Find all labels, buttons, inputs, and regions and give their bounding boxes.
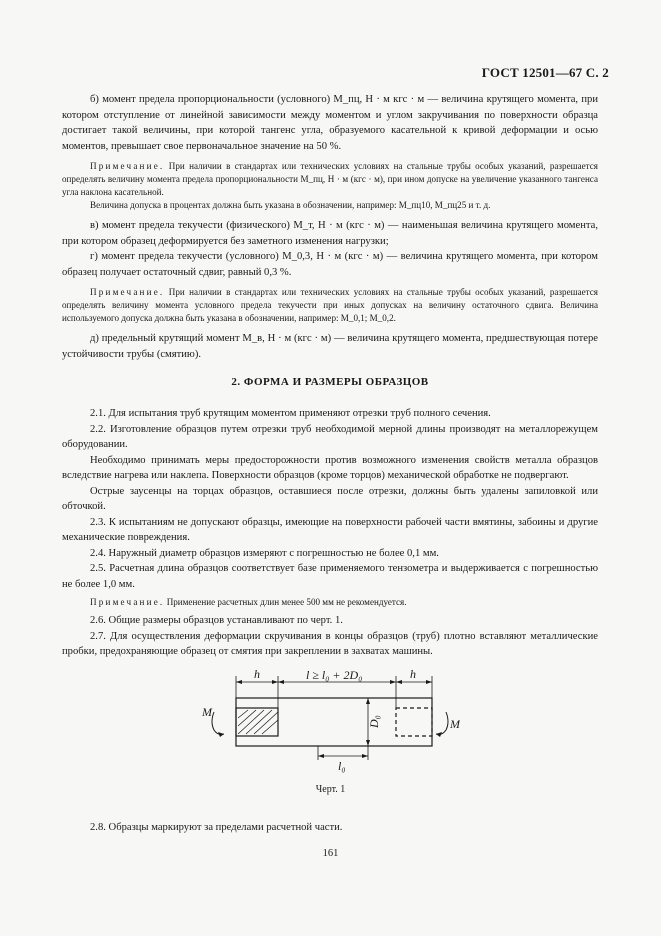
note-2 xyxy=(62,286,598,325)
note-3-text: Применение расчетных длин менее 500 мм не рекомендуется. xyxy=(166,597,407,607)
paragraph-g: г) момент предела текучести (условного) M_0,3, Н · м (кгс · м) — величина крутящего момента, при котором образец получает остаточный сдвиг, равный 0,3 %. xyxy=(62,251,598,278)
paragraph-2-3: 2.3. К испытаниям не допускают образцы, имеющие на поверхности рабочей части вмятины, забоины и другие механические повреждения. xyxy=(62,516,598,543)
note-3 xyxy=(62,596,598,609)
paragraph-2-2b: Необходимо принимать меры предосторожности против возможного изменения свойств металла образцов вследствие нагрева или наклепа. Поверхности образцов (кроме торцов) механической обработке не подвергают. xyxy=(62,454,598,481)
paragraph-2-7: 2.7. Для осуществления деформации скручивания в концы образцов (труб) плотно вставляют металлические пробки, предохраняющие образец от смятия при закреплении в захватах машины. xyxy=(62,630,598,657)
note-1-tolerance: Величина допуска в процентах должна быть указана в обозначении, например: M_пц10, M_пц25 и т. д. xyxy=(90,200,491,210)
paragraph-2-8-block xyxy=(62,820,598,836)
paragraph-2-2c: Острые заусенцы на торцах образцов, оставшиеся после отрезки, должны быть удалены запиловкой или обточкой. xyxy=(62,485,598,512)
label-d0: D₀ xyxy=(367,715,381,728)
note-1-label: Примечание. xyxy=(90,161,165,171)
paragraph-d: д) предельный крутящий момент M_в, Н · м (кгс · м) — величина крутящего момента, предшествующая потере устойчивости трубы (смятию). xyxy=(62,333,598,360)
page-header: ГОСТ 12501—67 С. 2 xyxy=(481,65,609,80)
page-number: 161 xyxy=(322,848,339,859)
left-plug-hatch xyxy=(238,710,278,734)
paragraph-b: б) момент предела пропорциональности (условного) M_пц, Н · м кгс · м — величина крутящего момента, при котором отступление от линейной зависимости между моментом и углом закручивания по поверхности образца достигает такой величины, при которой тангенс угла, образуемого касательной к кривой деформации и осью моментов, превышает свое первоначальное значение на 50 %. xyxy=(62,94,598,152)
note-1 xyxy=(62,160,598,212)
note-2-text: При наличии в стандартах или технических условиях на стальные трубы особых указаний, разрешается определять величину момента условного предела текучести при иных допусках на величину остаточного сдвига. Величина используемого допуска должна быть указана в обозначении, например: M_0,1; M_0,2. xyxy=(62,287,598,323)
specimen-drawing xyxy=(200,668,460,798)
note-2-label: Примечание. xyxy=(90,287,165,297)
moment-right-arrow xyxy=(436,712,448,735)
note-1-text: При наличии в стандартах или технических условиях на стальные трубы особых указаний, разрешается определять величину момента предела пропорциональности M_пц, Н · м (кгс · м), при ином допуске на увеличение указанного тангенса угла наклона касательной. xyxy=(62,161,598,197)
definitions-block xyxy=(62,92,598,362)
section-2-body xyxy=(62,406,598,660)
paragraph-2-6: 2.6. Общие размеры образцов устанавливают по черт. 1. xyxy=(90,615,343,626)
figure-caption: Черт. 1 xyxy=(315,784,346,795)
label-h-left: h xyxy=(254,668,260,681)
tube-outline xyxy=(236,698,432,746)
label-m-right: M xyxy=(450,717,460,731)
section-title: 2. ФОРМА И РАЗМЕРЫ ОБРАЗЦОВ xyxy=(231,376,429,388)
right-plug xyxy=(396,708,432,736)
paragraph-v: в) момент предела текучести (физического) M_т, Н · м (кгс · м) — наименьшая величина крутящего момента, при котором образец деформируется без заметного изменения нагрузки; xyxy=(62,220,598,247)
label-l: l ≥ l₀ + 2D₀ xyxy=(306,668,363,682)
label-l0: l₀ xyxy=(338,759,346,773)
moment-left-arrow xyxy=(212,712,224,735)
paragraph-2-1: 2.1. Для испытания труб крутящим моментом применяют отрезки труб полного сечения. xyxy=(90,408,491,419)
label-h-right: h xyxy=(410,668,416,681)
label-m-left: M xyxy=(202,705,212,719)
paragraph-2-4: 2.4. Наружный диаметр образцов измеряют с погрешностью не более 0,1 мм. xyxy=(90,547,439,559)
paragraph-2-8: 2.8. Образцы маркируют за пределами расчетной части. xyxy=(90,822,343,833)
paragraph-2-2: 2.2. Изготовление образцов путем отрезки труб необходимой мерной длины производят на металлорежущем оборудовании. xyxy=(62,423,598,450)
note-3-label: Примечание. xyxy=(90,597,165,607)
paragraph-2-5: 2.5. Расчетная длина образцов соответствует базе применяемого тензометра и выдерживается с погрешностью не более 1,0 мм. xyxy=(62,563,598,590)
